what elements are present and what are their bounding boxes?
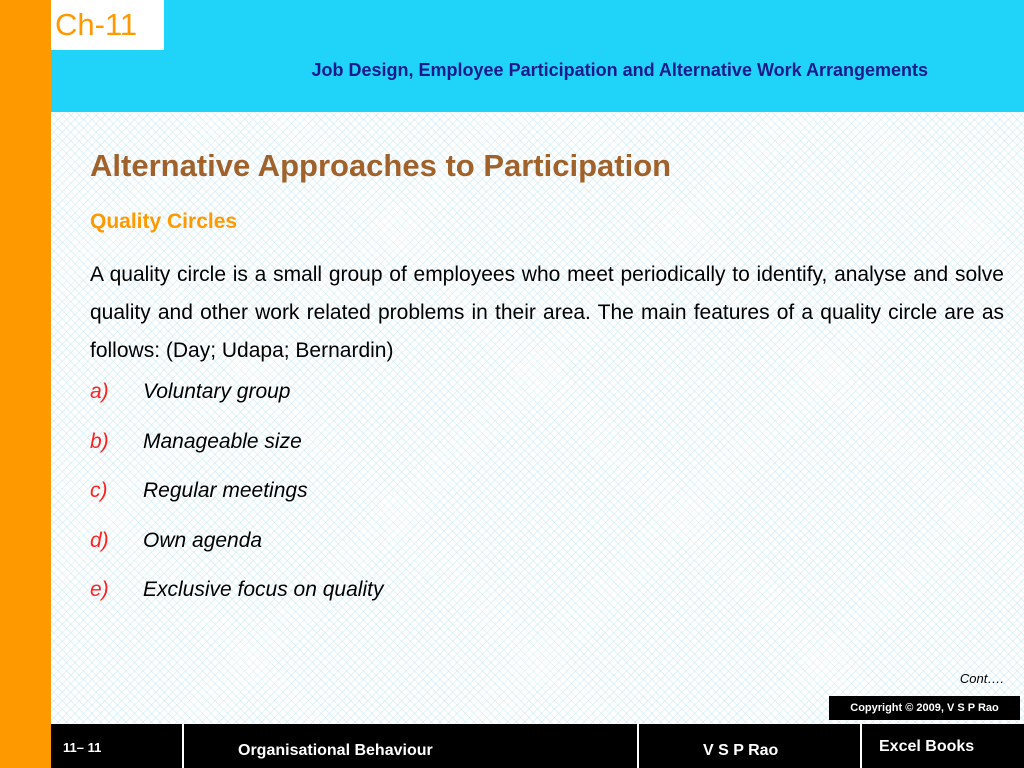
list-item (90, 380, 990, 430)
publisher-name: Excel Books (879, 738, 975, 755)
course-title: Organisational Behaviour (238, 742, 433, 759)
list-item (90, 578, 990, 628)
list-item-text: Regular meetings (143, 479, 308, 502)
list-item-marker: d) (90, 528, 109, 552)
body-paragraph: A quality circle is a small group of employees who meet periodically to identify, analyse and solve quality and other work related problems in their area. The main features of a quality circle are as follows: (Day; Udapa; Bernardin) (90, 263, 1004, 362)
slide-title: Alternative Approaches to Participation (90, 148, 672, 183)
list-item-marker: e) (90, 578, 109, 601)
header-band (51, 0, 1024, 112)
header-title: Job Design, Employee Participation and Alternative Work Arrangements (311, 60, 928, 80)
list-item-marker: a) (90, 380, 109, 403)
author-name: V S P Rao (703, 742, 779, 759)
footer-divider (182, 724, 184, 768)
list-item-text: Exclusive focus on quality (143, 578, 384, 601)
copyright-notice: Copyright © 2009, V S P Rao (829, 696, 1020, 720)
page-number: 11– 11 (63, 740, 102, 755)
list-item (90, 430, 990, 480)
features-list (90, 380, 990, 628)
list-item-marker: b) (90, 429, 109, 453)
list-item-marker: c) (90, 479, 108, 502)
list-item-text: Own agenda (143, 528, 263, 552)
footer-divider (637, 724, 639, 768)
list-item (90, 529, 990, 579)
list-item (90, 479, 990, 529)
continued-label: Cont…. (959, 671, 1004, 686)
list-item-text: Manageable size (143, 429, 302, 453)
side-accent-bar (0, 0, 51, 768)
footer-bar (51, 724, 1024, 768)
list-item-text: Voluntary group (143, 380, 291, 403)
footer-divider (860, 724, 862, 768)
slide-subtitle: Quality Circles (90, 210, 238, 233)
chapter-label: Ch-11 (51, 0, 164, 50)
